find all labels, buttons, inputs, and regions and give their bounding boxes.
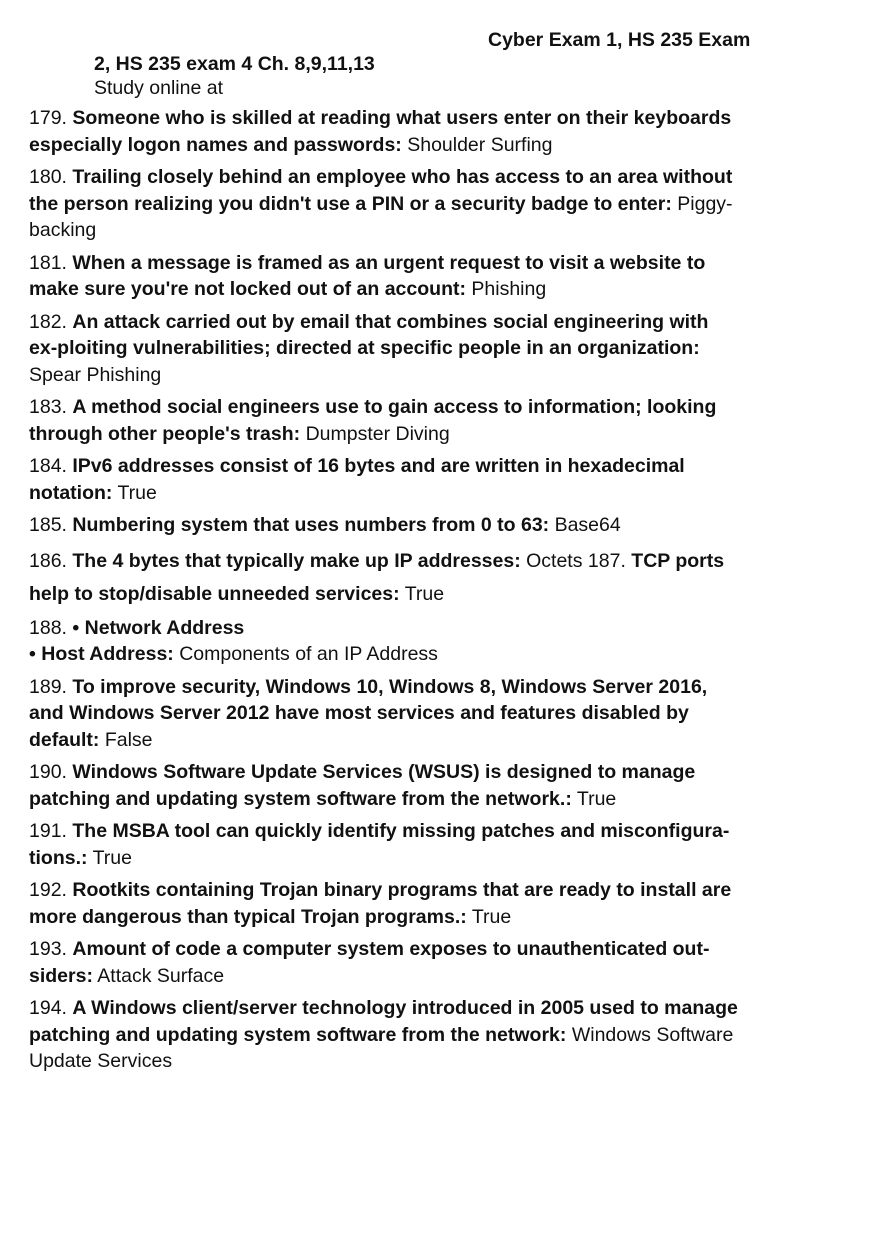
card-question: Numbering system that uses numbers from 0 to 63:: [72, 514, 550, 536]
study-online-text: Study online at: [94, 77, 224, 99]
card-answer: False: [104, 728, 153, 751]
card-answer: Octets: [526, 549, 583, 572]
card-answer: True: [404, 582, 445, 605]
flashcard-194: [29, 995, 739, 1075]
card-number: 191.: [29, 820, 67, 842]
card-question: Amount of code a computer system exposes to unauthenticated out-siders:: [29, 938, 710, 987]
flashcard-189: [29, 674, 739, 754]
flashcard-180: [29, 164, 739, 244]
card-number: 185.: [29, 514, 67, 536]
document-title-continued: 2, HS 235 exam 4 Ch. 8,9,11,13: [94, 53, 375, 75]
card-question: Trailing closely behind an employee who has access to an area without the person realizing you didn't use a PIN or a security badge to enter:: [29, 166, 733, 215]
card-answer: Attack Surface: [97, 964, 225, 987]
card-number: 181.: [29, 251, 67, 274]
card-question: A method social engineers use to gain access to information; looking through other people's trash:: [29, 396, 717, 445]
flashcard-list: [29, 105, 739, 1081]
card-number: 180.: [29, 166, 67, 188]
card-question: A Windows client/server technology introduced in 2005 used to manage patching and updating system software from the network:: [29, 997, 738, 1046]
flashcard-188: [29, 615, 739, 668]
card-number: 187.: [587, 549, 626, 572]
card-answer: True: [92, 846, 132, 869]
card-question: Windows Software Update Services (WSUS) is designed to manage patching and updating system software from the network.:: [29, 761, 696, 810]
card-question: When a message is framed as an urgent request to visit a website to make sure you're not locked out of an account:: [29, 251, 706, 300]
card-number: 184.: [29, 455, 67, 477]
flashcard-192: [29, 877, 739, 930]
card-number: 179.: [29, 107, 67, 129]
card-number: 182.: [29, 310, 67, 333]
flashcard-185: [29, 512, 739, 539]
card-answer: Base64: [554, 514, 621, 536]
flashcard-181: [29, 250, 739, 303]
card-answer: True: [471, 905, 512, 928]
flashcard-184: [29, 453, 739, 506]
flashcard-179: [29, 105, 739, 158]
card-question-line1: • Network Address: [72, 616, 245, 639]
card-number: 194.: [29, 997, 67, 1019]
card-answer: Phishing: [471, 278, 547, 300]
card-answer: Shoulder Surfing: [407, 133, 553, 156]
card-number: 193.: [29, 938, 67, 960]
flashcard-186-187: [29, 545, 739, 611]
flashcard-182: [29, 309, 739, 389]
flashcard-190: [29, 759, 739, 812]
card-number: 186.: [29, 549, 67, 572]
card-answer: True: [117, 481, 157, 504]
document-title: Cyber Exam 1, HS 235 Exam: [488, 29, 751, 51]
card-number: 192.: [29, 879, 67, 901]
card-answer: Windows Software Update Services: [29, 1023, 734, 1072]
card-number: 188.: [29, 616, 67, 639]
card-question: To improve security, Windows 10, Windows 8, Windows Server 2016, and Windows Server 2012 have most services and features disabled by default:: [29, 675, 708, 751]
card-question: The 4 bytes that typically make up IP addresses:: [72, 549, 521, 572]
card-question: TCP ports help to stop/disable unneeded services:: [29, 549, 725, 605]
card-question: IPv6 addresses consist of 16 bytes and are written in hexadecimal notation:: [29, 455, 685, 504]
card-answer: Spear Phishing: [29, 363, 162, 386]
card-answer: Piggy-backing: [29, 192, 733, 241]
card-question: Rootkits containing Trojan binary programs that are ready to install are more dangerous than typical Trojan programs.:: [29, 879, 732, 928]
card-answer: True: [576, 787, 617, 810]
flashcard-191: [29, 818, 739, 871]
card-number: 190.: [29, 761, 67, 783]
flashcard-193: [29, 936, 739, 989]
card-question: Someone who is skilled at reading what users enter on their keyboards especially logon names and passwords:: [29, 107, 732, 156]
card-question: An attack carried out by email that combines social engineering with ex-ploiting vulnerabilities; directed at specific people in an organization:: [29, 310, 709, 359]
card-question: The MSBA tool can quickly identify missing patches and misconfigura-tions.:: [29, 820, 730, 869]
card-number: 183.: [29, 396, 67, 418]
card-answer: Components of an IP Address: [179, 643, 438, 665]
flashcard-183: [29, 394, 739, 447]
card-number: 189.: [29, 675, 67, 698]
card-answer: Dumpster Diving: [305, 422, 450, 445]
card-question-line2: • Host Address:: [29, 643, 174, 665]
